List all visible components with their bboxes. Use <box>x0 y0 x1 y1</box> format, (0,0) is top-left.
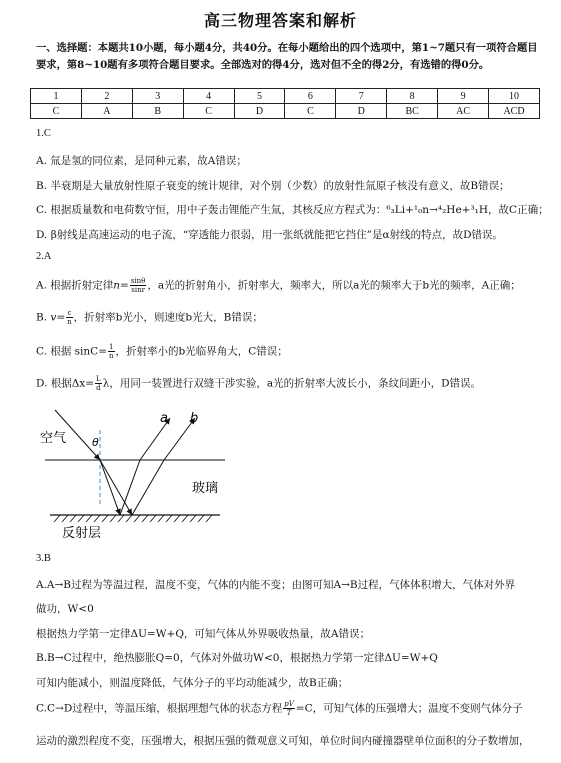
q1-option-b: B. 半衰期是大量放射性原子衰变的统计规律，对个别（少数）的放射性氚原子核没有意义，故B错误； <box>36 180 510 192</box>
q2-option-a-conclusion: ，a光的折射角小，折射率大，频率大，所以a光的频率大于b光的频率，A正确； <box>147 279 521 292</box>
q3-option-c-line1 <box>36 700 523 717</box>
q1-header: 1.C <box>36 128 51 139</box>
fraction-numerator: pV <box>284 700 294 708</box>
table-cell: 4 <box>183 89 234 104</box>
answer-table <box>30 88 540 119</box>
reflective-layer-label: 反射层 <box>62 526 102 540</box>
fraction-numerator: c <box>67 309 72 317</box>
q3-header: 3.B <box>36 553 51 564</box>
q2-option-c <box>36 343 288 360</box>
table-cell: 2 <box>81 89 132 104</box>
q3-option-c-line2: 运动的激烈程度不变，压强增大，根据压强的微观意义可知，单位时间内碰撞器壁单位面积的分子数增加， <box>36 735 530 747</box>
hatching <box>54 515 212 522</box>
table-cell: A <box>81 104 132 119</box>
table-cell: C <box>183 104 234 119</box>
table-cell: 8 <box>387 89 438 104</box>
q2-option-a <box>36 277 521 294</box>
q3-option-a-line3: 根据热力学第一定律ΔU=W+Q，可知气体从外界吸收热量，故A错误； <box>36 628 371 640</box>
q1-option-c-conclusion: ，故C正确； <box>488 204 549 216</box>
q3-option-c-text: C.C→D过程中，等温压缩，根据理想气体的状态方程 <box>36 702 283 715</box>
nuclear-equation: ⁶₃Li+¹₀n→⁴₂He+³₁H <box>386 204 489 216</box>
q2-option-b-conclusion: ，折射率b光小，则速度b光大，B错误； <box>73 311 263 324</box>
table-cell: C <box>31 104 82 119</box>
refracted-ray-a <box>100 460 120 515</box>
ray-b-label: b <box>190 411 199 426</box>
table-cell: 7 <box>336 89 387 104</box>
table-cell: D <box>336 104 387 119</box>
fraction <box>95 375 102 392</box>
table-cell: D <box>234 104 285 119</box>
formula-label: v= <box>50 311 66 324</box>
fraction <box>108 343 115 360</box>
q3-option-a-line1: A.A→B过程为等温过程，温度不变，气体的内能不变；由图可知A→B过程，气体体积增大，气体对外界 <box>36 579 516 591</box>
fraction <box>130 277 147 294</box>
table-cell: ACD <box>489 104 540 119</box>
q3-option-c-continued: =C，可知气体的压强增大；温度不变则气体分子 <box>295 702 523 715</box>
fraction-denominator: n <box>109 352 114 360</box>
table-cell: 5 <box>234 89 285 104</box>
fraction-numerator: L <box>96 375 101 383</box>
fraction-denominator: sinr <box>131 286 145 294</box>
q2-option-d-conclusion: λ，用同一装置进行双缝干涉实验，a光的折射率大波长小，条纹间距小，D错误。 <box>102 377 482 390</box>
table-cell: B <box>132 104 183 119</box>
fraction-numerator: sinθ <box>130 277 146 285</box>
table-cell: 1 <box>31 89 82 104</box>
refracted-ray-b <box>100 460 132 515</box>
fraction-denominator: n <box>67 318 72 326</box>
fraction-denominator: d <box>96 384 101 392</box>
q2-option-a-text: A. 根据折射定律 <box>36 279 114 292</box>
q1-option-d: D. β射线是高速运动的电子流，“穿透能力很弱，用一张纸就能把它挡住”是α射线的特点，故D错误。 <box>36 229 504 241</box>
answer-table-answer-row <box>31 104 540 119</box>
q1-option-c <box>36 202 549 217</box>
answer-table-number-row <box>31 89 540 104</box>
section-intro: 一、选择题：本题共10小题，每小题4分，共40分。在每小题给出的四个选项中，第1~7题只有一项符合题目要求，第8~10题有多项符合题目要求。全部选对的得4分，选对但不全的得2分，有选错的得0分。 <box>36 42 538 71</box>
glass-label: 玻璃 <box>192 481 219 496</box>
q1-option-a: A. 氚是氢的同位素，是同种元素，故A错误； <box>36 155 247 167</box>
q3-option-b-line2: 可知内能减小，则温度降低，气体分子的平均动能减少，故B正确； <box>36 677 349 689</box>
fraction <box>66 309 73 326</box>
q2-header: 2.A <box>36 251 52 262</box>
page-title: 高三物理答案和解析 <box>203 11 357 30</box>
table-cell: 9 <box>438 89 489 104</box>
table-cell: 6 <box>285 89 336 104</box>
air-label: 空气 <box>40 431 67 446</box>
q2-option-c-conclusion: ，折射率小的b光临界角大，C错误； <box>115 345 288 358</box>
q1-option-c-text: C. 根据质量数和电荷数守恒，用中子轰击锂能产生氚，其核反应方程式为： <box>36 204 387 216</box>
q2-option-d <box>36 375 481 392</box>
q3-option-b-line1: B.B→C过程中，绝热膨胀Q=0，气体对外做功W<0，根据热力学第一定律ΔU=W+Q <box>36 652 438 664</box>
theta-label: θ <box>92 436 99 449</box>
fraction <box>283 700 295 717</box>
fraction-denominator: T <box>286 709 292 717</box>
refraction-diagram <box>40 400 240 540</box>
table-cell: AC <box>438 104 489 119</box>
ray-a-label: a <box>160 411 168 426</box>
q2-option-b <box>36 309 263 326</box>
table-cell: C <box>285 104 336 119</box>
table-cell: 10 <box>489 89 540 104</box>
fraction-numerator: 1 <box>109 343 114 351</box>
q3-option-a-line2: 做功，W<0 <box>36 603 94 615</box>
q2-option-b-text: B. <box>36 311 51 324</box>
q2-option-d-text: D. 根据Δx= <box>36 377 95 390</box>
formula-label: n= <box>113 279 129 292</box>
table-cell: BC <box>387 104 438 119</box>
q2-option-c-text: C. 根据 sinC= <box>36 345 108 358</box>
table-cell: 3 <box>132 89 183 104</box>
